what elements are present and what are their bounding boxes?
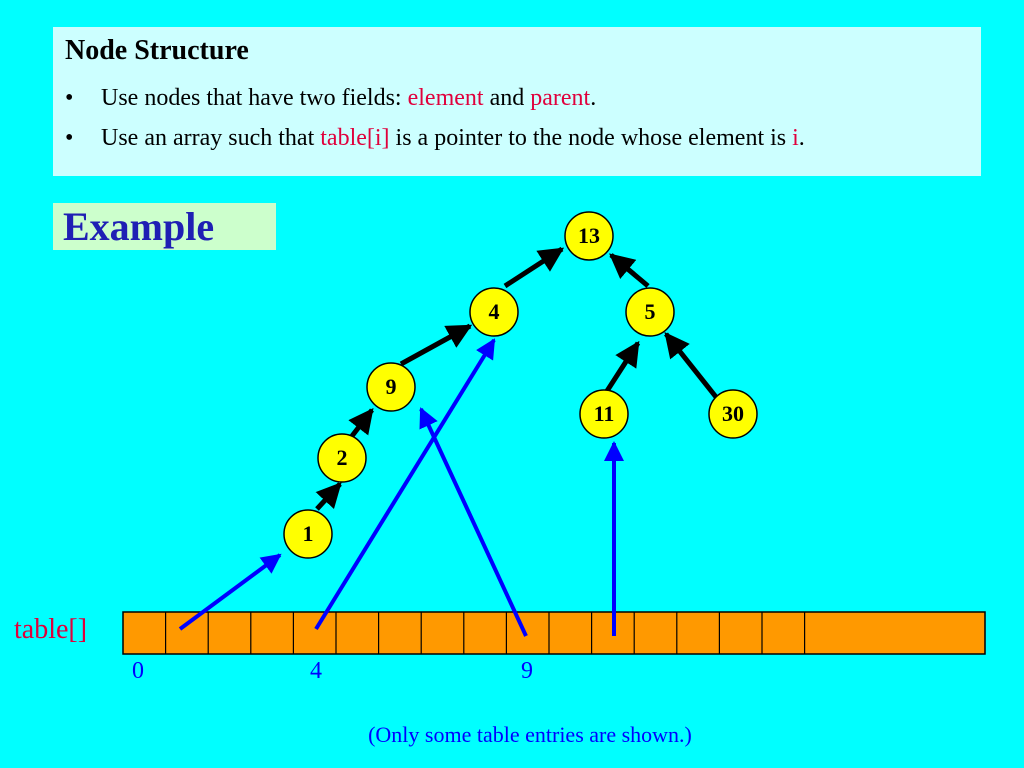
table-array — [123, 612, 985, 654]
term-table-i: table[i] — [320, 125, 390, 151]
node-label: 2 — [336, 445, 348, 470]
node-label: 13 — [578, 223, 600, 248]
node-label: 4 — [488, 299, 500, 324]
node-label: 1 — [302, 521, 314, 546]
node-label: 9 — [385, 374, 397, 399]
table-index-label: 4 — [310, 658, 322, 684]
tree-nodes — [284, 212, 757, 558]
node-label: 5 — [644, 299, 656, 324]
tree-node — [318, 434, 366, 482]
panel-title: Node Structure — [65, 35, 249, 66]
node-label: 30 — [722, 401, 744, 426]
tree-node — [709, 390, 757, 438]
tree-node — [565, 212, 613, 260]
table-index-label: 0 — [132, 658, 144, 684]
tree-node — [470, 288, 518, 336]
table-array-label: table[] — [14, 614, 88, 645]
tree-node — [626, 288, 674, 336]
term-i: i — [792, 125, 799, 151]
bullet-text-prefix: Use nodes that have two fields: — [101, 85, 408, 111]
parent-link-30-to-5 — [666, 334, 716, 397]
bullet-marker: • — [65, 85, 74, 111]
tree-node — [580, 390, 628, 438]
parent-link-5-to-13 — [611, 255, 648, 286]
parent-link-1-to-2 — [317, 484, 340, 509]
bullet-text-middle: and — [483, 85, 531, 111]
bullet-text-prefix: Use an array such that — [101, 125, 321, 151]
parent-link-4-to-13 — [505, 249, 562, 286]
tree-node — [284, 510, 332, 558]
table-array-outline — [123, 612, 985, 654]
parent-link-9-to-4 — [401, 326, 470, 364]
node-label: 11 — [593, 401, 615, 426]
tree-node — [367, 363, 415, 411]
example-heading: Example — [63, 204, 215, 249]
pointer-table-9-to-node-9 — [421, 409, 526, 636]
term-parent: parent — [530, 85, 591, 111]
parent-link-11-to-5 — [607, 343, 638, 391]
table-index-label: 9 — [521, 658, 533, 684]
parent-link-2-to-9 — [352, 410, 372, 436]
bullet-text-suffix: . — [798, 125, 805, 151]
bullet-text-middle: is a pointer to the node whose element is — [389, 125, 793, 151]
diagram-caption: (Only some table entries are shown.) — [368, 722, 692, 747]
term-element: element — [407, 85, 484, 111]
bullet-marker: • — [65, 125, 74, 151]
bullet-text-suffix: . — [590, 85, 597, 111]
